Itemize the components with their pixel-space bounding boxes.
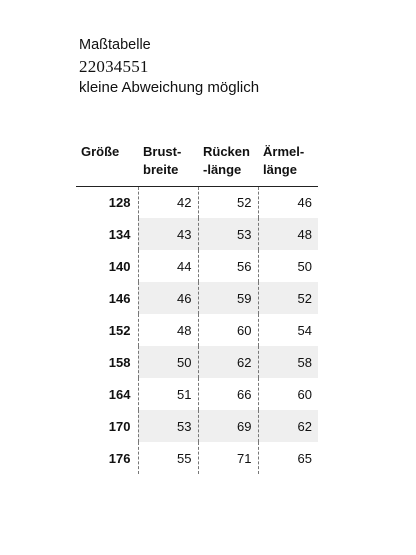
table-row <box>76 378 318 410</box>
back-length-cell: 60 <box>198 314 258 346</box>
size-cell: 158 <box>108 354 131 370</box>
page-title: Maßtabelle <box>79 37 151 53</box>
column-header-sleeve-length: Ärmel- länge <box>263 144 305 177</box>
table-row <box>76 218 318 250</box>
sleeve-length-cell: 54 <box>258 314 318 346</box>
size-cell: 170 <box>108 418 131 434</box>
sleeve-length-cell: 50 <box>258 250 318 282</box>
chest-width-cell: 44 <box>138 250 198 282</box>
back-length-cell: 66 <box>198 378 258 410</box>
column-header-back-length: Rücken -länge <box>203 144 250 177</box>
size-cell: 164 <box>108 386 131 402</box>
back-length-cell: 52 <box>198 186 258 218</box>
size-cell: 176 <box>108 450 131 466</box>
document-header <box>79 36 259 97</box>
size-cell: 134 <box>108 226 131 242</box>
sleeve-length-cell: 46 <box>258 186 318 218</box>
size-table-body <box>76 186 318 474</box>
table-row <box>76 346 318 378</box>
chest-width-cell: 48 <box>138 314 198 346</box>
back-length-cell: 56 <box>198 250 258 282</box>
chest-width-cell: 42 <box>138 186 198 218</box>
table-row <box>76 442 318 474</box>
back-length-cell: 69 <box>198 410 258 442</box>
sleeve-length-cell: 65 <box>258 442 318 474</box>
back-length-cell: 59 <box>198 282 258 314</box>
size-cell: 152 <box>108 322 131 338</box>
article-number: 22034551 <box>79 57 149 76</box>
table-row <box>76 186 318 218</box>
header-row <box>76 143 318 186</box>
sleeve-length-cell: 48 <box>258 218 318 250</box>
sleeve-length-cell: 52 <box>258 282 318 314</box>
sleeve-length-cell: 62 <box>258 410 318 442</box>
table-row <box>76 314 318 346</box>
back-length-cell: 62 <box>198 346 258 378</box>
table-row <box>76 282 318 314</box>
chest-width-cell: 46 <box>138 282 198 314</box>
tolerance-note: kleine Abweichung möglich <box>79 79 260 96</box>
chest-width-cell: 55 <box>138 442 198 474</box>
chest-width-cell: 43 <box>138 218 198 250</box>
table-row <box>76 410 318 442</box>
sleeve-length-cell: 60 <box>258 378 318 410</box>
back-length-cell: 71 <box>198 442 258 474</box>
column-header-size: Größe <box>81 144 120 159</box>
chest-width-cell: 53 <box>138 410 198 442</box>
size-cell: 140 <box>108 258 131 274</box>
size-table <box>76 143 318 474</box>
chest-width-cell: 50 <box>138 346 198 378</box>
sleeve-length-cell: 58 <box>258 346 318 378</box>
size-table-header <box>76 143 318 186</box>
chest-width-cell: 51 <box>138 378 198 410</box>
back-length-cell: 53 <box>198 218 258 250</box>
column-header-chest-width: Brust- breite <box>143 144 182 177</box>
size-cell: 146 <box>108 290 131 306</box>
table-row <box>76 250 318 282</box>
size-cell: 128 <box>76 186 138 218</box>
